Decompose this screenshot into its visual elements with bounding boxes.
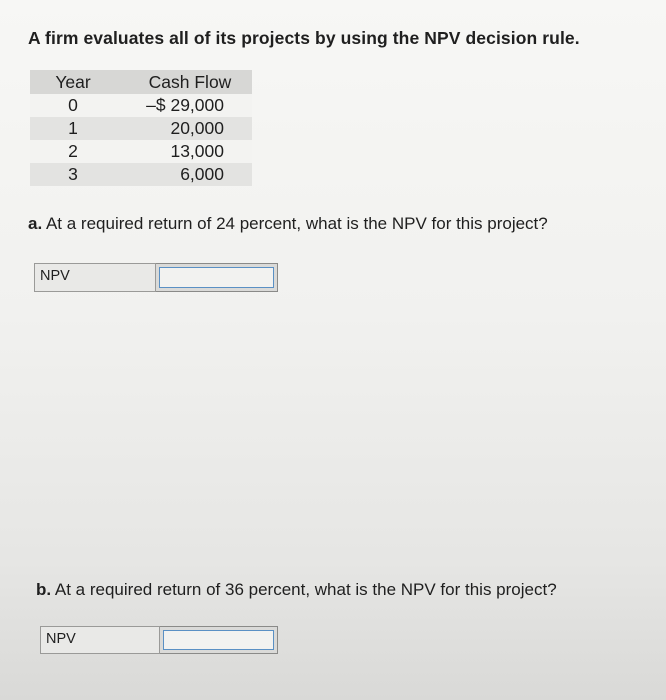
question-a-text: At a required return of 24 percent, what is the NPV for this project? <box>42 214 548 233</box>
table-row <box>30 163 252 186</box>
answer-row-a <box>34 263 278 292</box>
answer-row-b <box>40 626 278 654</box>
year-cell: 0 <box>30 94 116 117</box>
cash-flow-header: Cash Flow <box>116 70 252 94</box>
table-row <box>30 140 252 163</box>
table-row <box>30 94 252 117</box>
npv-input-a-wrapper <box>156 263 278 292</box>
year-cell: 3 <box>30 163 116 186</box>
npv-input-b-wrapper <box>160 626 278 654</box>
npv-input-b[interactable] <box>163 630 274 650</box>
npv-input-a[interactable] <box>159 267 274 288</box>
question-b <box>36 580 557 600</box>
question-b-part: b. <box>36 580 52 599</box>
question-a <box>28 214 548 234</box>
question-b-text: At a required return of 36 percent, what is the NPV for this project? <box>51 580 557 599</box>
cash-flow-cell: 6,000 <box>116 163 252 186</box>
year-header: Year <box>30 70 116 94</box>
year-cell: 2 <box>30 140 116 163</box>
cash-flow-cell: 20,000 <box>116 117 252 140</box>
cash-flow-cell: –$ 29,000 <box>116 94 252 117</box>
table-header-row <box>30 70 252 94</box>
problem-statement: A firm evaluates all of its projects by using the NPV decision rule. <box>28 28 580 48</box>
npv-label-b: NPV <box>40 626 160 654</box>
table-row <box>30 117 252 140</box>
cash-flow-table <box>30 70 252 186</box>
npv-label-a: NPV <box>34 263 156 292</box>
year-cell: 1 <box>30 117 116 140</box>
question-a-part: a. <box>28 214 43 233</box>
cash-flow-cell: 13,000 <box>116 140 252 163</box>
